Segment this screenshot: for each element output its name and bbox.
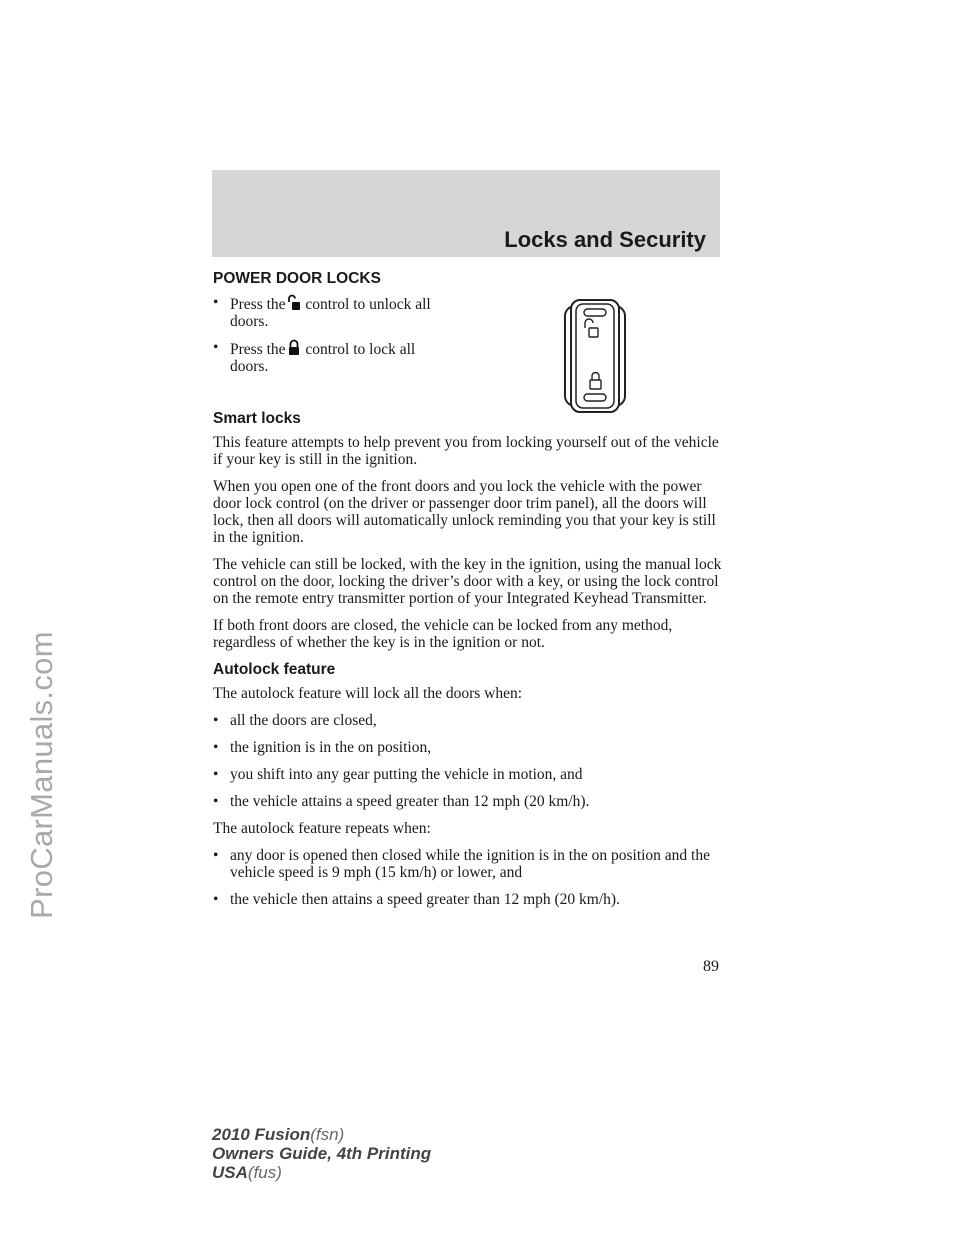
paragraph: The autolock feature will lock all the doors when: [213,685,523,702]
power-door-lock-instructions [213,294,498,375]
power-door-locks-heading: POWER DOOR LOCKS [213,270,381,287]
footer: 2010 Fusion(fsn) Owners Guide, 4th Printing USA(fus) [212,1125,432,1182]
bullet: • [213,339,219,356]
paragraph: This feature attempts to help prevent you from locking yourself out of the vehicle if your key is still in the ignition. [213,434,719,468]
list-item: • the vehicle attains a speed greater than 12 mph (20 km/h). [213,793,590,810]
autolock-conditions [213,712,723,810]
list-item: • the ignition is in the on position, [213,739,432,756]
list-item: • the vehicle then attains a speed greater than 12 mph (20 km/h). [213,891,620,908]
paragraph: The autolock feature repeats when: [213,820,431,837]
list-item: • Press the control to lock all doors. [213,339,416,375]
bullet: • [213,294,219,311]
watermark [0,0,60,1242]
list-item: • all the doors are closed, [213,712,377,729]
section-header [212,170,720,257]
watermark-text: ProCarManuals.com [24,631,59,919]
paragraph: When you open one of the front doors and you lock the vehicle with the power door lock control (on the driver or passenger door trim panel), all the doors will lock, then all doors will automatically unlock reminding you that your key is still in the ignition. [213,478,716,546]
autolock-heading: Autolock feature [213,661,336,678]
lock-icon [287,339,301,356]
page-number: 89 [703,958,719,975]
list-item: • any door is opened then closed while the ignition is in the on position and the vehicle speed is 9 mph (15 km/h) or lower, and [213,847,710,881]
page-content [213,270,723,918]
autolock-repeat-conditions [213,847,723,908]
paragraph: The vehicle can still be locked, with the key in the ignition, using the manual lock control on the door, locking the driver’s door with a key, or using the lock control on the remote entry transmitter portion of your Integrated Keyhead Transmitter. [213,556,722,607]
section-title: Locks and Security [504,227,706,252]
unlock-icon [287,294,301,311]
list-item: • Press the control to unlock all doors. [213,294,431,330]
smart-locks-heading: Smart locks [213,410,301,427]
list-item: • you shift into any gear putting the vehicle in motion, and [213,766,583,783]
paragraph: If both front doors are closed, the vehicle can be locked from any method, regardless of whether the key is in the ignition or not. [213,617,673,651]
